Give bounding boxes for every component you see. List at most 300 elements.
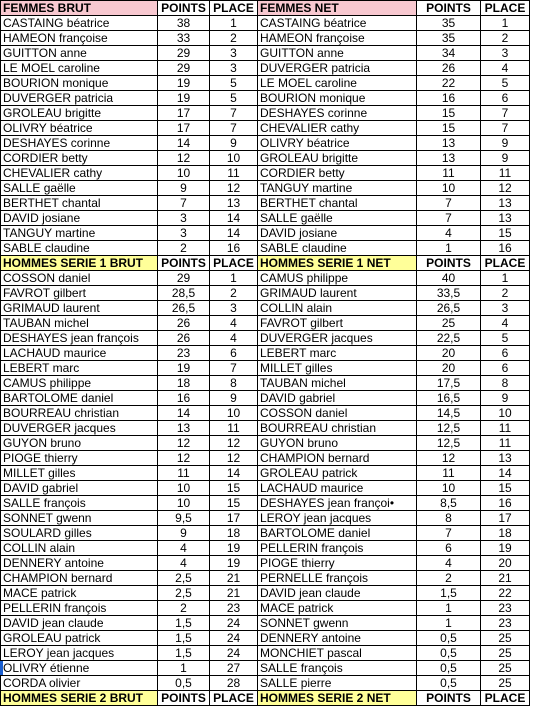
brut-name-cell[interactable]: DESHAYES corinne <box>1 136 158 151</box>
brut-name-cell[interactable]: GROLEAU patrick <box>1 631 158 646</box>
brut-name-cell[interactable]: GUITTON anne <box>1 46 158 61</box>
net-points-cell[interactable]: 11 <box>417 166 481 181</box>
net-points-cell[interactable]: 35 <box>417 31 481 46</box>
brut-name-cell[interactable]: FAVROT gilbert <box>1 286 158 301</box>
brut-title-cell[interactable]: HOMMES SERIE 1 BRUT <box>1 256 158 271</box>
net-name-cell[interactable]: GUITTON anne <box>258 46 417 61</box>
net-place-cell[interactable]: 14 <box>481 466 530 481</box>
net-points-cell[interactable]: 0,5 <box>417 661 481 676</box>
net-points-cell[interactable]: 8 <box>417 511 481 526</box>
brut-name-cell[interactable]: PIOGE thierry <box>1 451 158 466</box>
brut-name-cell[interactable]: CORDIER betty <box>1 151 158 166</box>
brut-points-cell[interactable]: 26 <box>158 331 210 346</box>
net-points-cell[interactable]: 0,5 <box>417 646 481 661</box>
net-place-cell[interactable]: 2 <box>481 31 530 46</box>
brut-place-cell[interactable]: 5 <box>210 76 258 91</box>
brut-points-cell[interactable]: 26 <box>158 316 210 331</box>
net-place-cell[interactable]: 10 <box>481 406 530 421</box>
brut-place-cell[interactable]: 12 <box>210 451 258 466</box>
brut-place-cell[interactable]: 4 <box>210 316 258 331</box>
brut-name-cell[interactable]: CHEVALIER cathy <box>1 166 158 181</box>
brut-place-cell[interactable]: 12 <box>210 436 258 451</box>
net-name-cell[interactable]: DAVID gabriel <box>258 391 417 406</box>
brut-place-cell[interactable]: 19 <box>210 556 258 571</box>
brut-points-cell[interactable]: 1,5 <box>158 646 210 661</box>
net-name-cell[interactable]: CHAMPION bernard <box>258 451 417 466</box>
brut-place-cell[interactable]: 21 <box>210 571 258 586</box>
net-points-cell[interactable]: 26,5 <box>417 301 481 316</box>
net-points-cell[interactable]: 12 <box>417 451 481 466</box>
brut-place-cell[interactable]: 5 <box>210 91 258 106</box>
brut-points-cell[interactable]: 33 <box>158 31 210 46</box>
brut-points-cell[interactable]: 18 <box>158 376 210 391</box>
brut-name-cell[interactable]: BERTHET chantal <box>1 196 158 211</box>
brut-place-cell[interactable]: 28 <box>210 676 258 691</box>
brut-place-cell[interactable]: 23 <box>210 601 258 616</box>
brut-points-cell[interactable]: 13 <box>158 421 210 436</box>
net-points-cell[interactable]: 10 <box>417 181 481 196</box>
brut-name-cell[interactable]: SOULARD gilles <box>1 526 158 541</box>
net-place-cell[interactable]: 9 <box>481 136 530 151</box>
brut-name-cell[interactable]: TAUBAN michel <box>1 316 158 331</box>
net-points-cell[interactable]: 22 <box>417 76 481 91</box>
net-points-cell[interactable]: 4 <box>417 556 481 571</box>
net-place-cell[interactable]: 11 <box>481 166 530 181</box>
net-name-cell[interactable]: BARTOLOME daniel <box>258 526 417 541</box>
brut-points-cell[interactable]: 12 <box>158 451 210 466</box>
brut-place-cell[interactable]: 3 <box>210 301 258 316</box>
brut-place-cell[interactable]: 12 <box>210 181 258 196</box>
brut-name-cell[interactable]: GROLEAU brigitte <box>1 106 158 121</box>
brut-points-cell[interactable]: 9,5 <box>158 511 210 526</box>
net-points-cell[interactable]: 8,5 <box>417 496 481 511</box>
brut-name-cell[interactable]: DUVERGER patricia <box>1 91 158 106</box>
net-name-cell[interactable]: SABLE claudine <box>258 241 417 256</box>
net-name-cell[interactable]: LEROY jean jacques <box>258 511 417 526</box>
net-points-cell[interactable]: 26 <box>417 61 481 76</box>
table-row <box>1 136 530 151</box>
net-name-cell[interactable]: COSSON daniel <box>258 406 417 421</box>
net-name-cell[interactable]: CASTAING béatrice <box>258 16 417 31</box>
brut-place-cell[interactable]: 7 <box>210 121 258 136</box>
net-place-cell[interactable]: 21 <box>481 571 530 586</box>
brut-place-cell[interactable]: 3 <box>210 61 258 76</box>
net-name-cell[interactable]: SONNET gwenn <box>258 616 417 631</box>
table-row <box>1 76 530 91</box>
net-place-cell[interactable]: 13 <box>481 451 530 466</box>
points-header-cell[interactable]: POINTS <box>158 256 210 271</box>
net-points-cell[interactable]: 6 <box>417 541 481 556</box>
net-name-cell[interactable]: FAVROT gilbert <box>258 316 417 331</box>
net-points-cell[interactable]: 33,5 <box>417 286 481 301</box>
net-points-cell[interactable]: 15 <box>417 106 481 121</box>
brut-name-cell[interactable]: DAVID gabriel <box>1 481 158 496</box>
brut-place-cell[interactable]: 24 <box>210 616 258 631</box>
net-name-cell[interactable]: DENNERY antoine <box>258 631 417 646</box>
net-points-cell[interactable]: 13 <box>417 136 481 151</box>
brut-name-cell[interactable]: BOURION monique <box>1 76 158 91</box>
table-row <box>1 16 530 31</box>
net-points-cell[interactable]: 14,5 <box>417 406 481 421</box>
net-points-cell[interactable]: 20 <box>417 361 481 376</box>
net-place-cell[interactable]: 8 <box>481 376 530 391</box>
table-row <box>1 271 530 286</box>
net-name-cell[interactable]: SALLE gaëlle <box>258 211 417 226</box>
points-header-cell[interactable]: POINTS <box>417 691 481 706</box>
net-place-cell[interactable]: 4 <box>481 61 530 76</box>
brut-title-cell[interactable]: FEMMES BRUT <box>1 1 158 16</box>
net-place-cell[interactable]: 15 <box>481 481 530 496</box>
net-place-cell[interactable]: 5 <box>481 331 530 346</box>
brut-place-cell[interactable]: 10 <box>210 406 258 421</box>
net-points-cell[interactable]: 15 <box>417 121 481 136</box>
brut-place-cell[interactable]: 15 <box>210 496 258 511</box>
brut-name-cell[interactable]: BOURREAU christian <box>1 406 158 421</box>
brut-points-cell[interactable]: 10 <box>158 166 210 181</box>
net-name-cell[interactable]: DAVID jean claude <box>258 586 417 601</box>
brut-place-cell[interactable]: 11 <box>210 166 258 181</box>
net-name-cell[interactable]: CORDIER betty <box>258 166 417 181</box>
brut-place-cell[interactable]: 7 <box>210 361 258 376</box>
brut-place-cell[interactable]: 2 <box>210 286 258 301</box>
brut-name-cell[interactable]: CAMUS philippe <box>1 376 158 391</box>
table-row <box>1 301 530 316</box>
brut-points-cell[interactable]: 19 <box>158 76 210 91</box>
brut-points-cell[interactable]: 29 <box>158 61 210 76</box>
net-name-cell[interactable]: LE MOEL caroline <box>258 76 417 91</box>
table-row <box>1 661 530 676</box>
net-place-cell[interactable]: 3 <box>481 46 530 61</box>
net-place-cell[interactable]: 16 <box>481 241 530 256</box>
place-header-cell[interactable]: PLACE <box>210 1 258 16</box>
brut-points-cell[interactable]: 19 <box>158 91 210 106</box>
table-row <box>1 91 530 106</box>
brut-name-cell[interactable]: DESHAYES jean françois <box>1 331 158 346</box>
net-points-cell[interactable]: 2 <box>417 571 481 586</box>
brut-name-cell[interactable]: BARTOLOME daniel <box>1 391 158 406</box>
brut-name-cell[interactable]: SABLE claudine <box>1 241 158 256</box>
brut-points-cell[interactable]: 38 <box>158 16 210 31</box>
net-points-cell[interactable]: 17,5 <box>417 376 481 391</box>
brut-place-cell[interactable]: 18 <box>210 526 258 541</box>
brut-place-cell[interactable]: 1 <box>210 271 258 286</box>
net-place-cell[interactable]: 22 <box>481 586 530 601</box>
net-points-cell[interactable]: 20 <box>417 346 481 361</box>
brut-name-cell[interactable]: OLIVRY béatrice <box>1 121 158 136</box>
net-name-cell[interactable]: MONCHIET pascal <box>258 646 417 661</box>
brut-points-cell[interactable]: 9 <box>158 526 210 541</box>
brut-name-cell[interactable]: DENNERY antoine <box>1 556 158 571</box>
brut-name-cell[interactable]: HAMEON françoise <box>1 31 158 46</box>
brut-name-cell[interactable]: CHAMPION bernard <box>1 571 158 586</box>
net-points-cell[interactable]: 0,5 <box>417 631 481 646</box>
brut-name-cell[interactable]: PELLERIN françois <box>1 601 158 616</box>
brut-place-cell[interactable]: 16 <box>210 241 258 256</box>
brut-points-cell[interactable]: 10 <box>158 496 210 511</box>
brut-points-cell[interactable]: 2 <box>158 241 210 256</box>
net-place-cell[interactable]: 13 <box>481 196 530 211</box>
net-points-cell[interactable]: 7 <box>417 211 481 226</box>
brut-place-cell[interactable]: 9 <box>210 136 258 151</box>
net-name-cell[interactable]: PIOGE thierry <box>258 556 417 571</box>
net-place-cell[interactable]: 1 <box>481 271 530 286</box>
brut-points-cell[interactable]: 1,5 <box>158 631 210 646</box>
brut-place-cell[interactable]: 7 <box>210 106 258 121</box>
net-place-cell[interactable]: 19 <box>481 541 530 556</box>
brut-points-cell[interactable]: 9 <box>158 181 210 196</box>
brut-points-cell[interactable]: 16 <box>158 391 210 406</box>
brut-name-cell[interactable]: COSSON daniel <box>1 271 158 286</box>
brut-place-cell[interactable]: 9 <box>210 391 258 406</box>
table-row <box>1 196 530 211</box>
net-points-cell[interactable]: 34 <box>417 46 481 61</box>
net-name-cell[interactable]: LACHAUD maurice <box>258 481 417 496</box>
net-points-cell[interactable]: 11 <box>417 466 481 481</box>
points-header-cell[interactable]: POINTS <box>158 1 210 16</box>
net-place-cell[interactable]: 13 <box>481 211 530 226</box>
net-points-cell[interactable]: 4 <box>417 226 481 241</box>
brut-points-cell[interactable]: 2,5 <box>158 571 210 586</box>
net-name-cell[interactable]: SALLE françois <box>258 661 417 676</box>
brut-points-cell[interactable]: 19 <box>158 361 210 376</box>
brut-points-cell[interactable]: 28,5 <box>158 286 210 301</box>
net-place-cell[interactable]: 9 <box>481 151 530 166</box>
net-points-cell[interactable]: 7 <box>417 196 481 211</box>
net-name-cell[interactable]: DUVERGER patricia <box>258 61 417 76</box>
brut-points-cell[interactable]: 17 <box>158 121 210 136</box>
brut-name-cell[interactable]: MILLET gilles <box>1 466 158 481</box>
net-place-cell[interactable]: 6 <box>481 361 530 376</box>
points-header-cell[interactable]: POINTS <box>158 691 210 706</box>
table-row <box>1 121 530 136</box>
brut-name-cell[interactable]: SALLE françois <box>1 496 158 511</box>
net-name-cell[interactable]: LEBERT marc <box>258 346 417 361</box>
brut-place-cell[interactable]: 21 <box>210 586 258 601</box>
brut-place-cell[interactable]: 15 <box>210 481 258 496</box>
net-points-cell[interactable]: 13 <box>417 151 481 166</box>
net-place-cell[interactable]: 11 <box>481 436 530 451</box>
place-header-cell[interactable]: PLACE <box>481 256 530 271</box>
net-name-cell[interactable]: GROLEAU brigitte <box>258 151 417 166</box>
net-points-cell[interactable]: 0,5 <box>417 676 481 691</box>
brut-name-cell[interactable]: SONNET gwenn <box>1 511 158 526</box>
net-place-cell[interactable]: 25 <box>481 631 530 646</box>
brut-place-cell[interactable]: 14 <box>210 211 258 226</box>
points-header-cell[interactable]: POINTS <box>417 1 481 16</box>
net-name-cell[interactable]: DESHAYES jean françoi• <box>258 496 417 511</box>
brut-name-cell[interactable]: CORDA olivier <box>1 676 158 691</box>
brut-place-cell[interactable]: 27 <box>210 661 258 676</box>
net-points-cell[interactable]: 25 <box>417 316 481 331</box>
net-name-cell[interactable]: MILLET gilles <box>258 361 417 376</box>
brut-place-cell[interactable]: 19 <box>210 541 258 556</box>
brut-points-cell[interactable]: 14 <box>158 406 210 421</box>
net-place-cell[interactable]: 6 <box>481 346 530 361</box>
brut-name-cell[interactable]: LACHAUD maurice <box>1 346 158 361</box>
net-place-cell[interactable]: 25 <box>481 676 530 691</box>
brut-points-cell[interactable]: 2 <box>158 601 210 616</box>
net-place-cell[interactable]: 11 <box>481 421 530 436</box>
brut-points-cell[interactable]: 4 <box>158 556 210 571</box>
net-place-cell[interactable]: 25 <box>481 646 530 661</box>
table-row <box>1 226 530 241</box>
brut-place-cell[interactable]: 2 <box>210 31 258 46</box>
net-points-cell[interactable]: 16 <box>417 91 481 106</box>
brut-points-cell[interactable]: 3 <box>158 211 210 226</box>
brut-place-cell[interactable]: 14 <box>210 466 258 481</box>
brut-name-cell[interactable]: LEROY jean jacques <box>1 646 158 661</box>
net-title-cell[interactable]: FEMMES NET <box>258 1 417 16</box>
brut-name-cell[interactable]: TANGUY martine <box>1 226 158 241</box>
brut-name-cell[interactable]: OLIVRY étienne <box>1 661 158 676</box>
net-place-cell[interactable]: 25 <box>481 661 530 676</box>
table-row <box>1 406 530 421</box>
brut-place-cell[interactable]: 11 <box>210 421 258 436</box>
net-name-cell[interactable]: TAUBAN michel <box>258 376 417 391</box>
net-points-cell[interactable]: 16,5 <box>417 391 481 406</box>
brut-place-cell[interactable]: 8 <box>210 376 258 391</box>
table-row <box>1 346 530 361</box>
net-name-cell[interactable]: TANGUY martine <box>258 181 417 196</box>
net-points-cell[interactable]: 12,5 <box>417 421 481 436</box>
brut-points-cell[interactable]: 2,5 <box>158 586 210 601</box>
net-name-cell[interactable]: GRIMAUD laurent <box>258 286 417 301</box>
net-place-cell[interactable]: 15 <box>481 226 530 241</box>
brut-place-cell[interactable]: 1 <box>210 16 258 31</box>
table-row <box>1 361 530 376</box>
brut-place-cell[interactable]: 17 <box>210 511 258 526</box>
net-name-cell[interactable]: OLIVRY béatrice <box>258 136 417 151</box>
brut-place-cell[interactable]: 4 <box>210 331 258 346</box>
net-place-cell[interactable]: 3 <box>481 301 530 316</box>
brut-points-cell[interactable]: 29 <box>158 46 210 61</box>
brut-name-cell[interactable]: MACE patrick <box>1 586 158 601</box>
net-place-cell[interactable]: 9 <box>481 391 530 406</box>
net-place-cell[interactable]: 7 <box>481 106 530 121</box>
net-name-cell[interactable]: DESHAYES corinne <box>258 106 417 121</box>
net-points-cell[interactable]: 1 <box>417 241 481 256</box>
brut-points-cell[interactable]: 23 <box>158 346 210 361</box>
net-points-cell[interactable]: 1,5 <box>417 586 481 601</box>
net-place-cell[interactable]: 18 <box>481 526 530 541</box>
net-place-cell[interactable]: 23 <box>481 601 530 616</box>
brut-place-cell[interactable]: 3 <box>210 46 258 61</box>
table-row <box>1 46 530 61</box>
brut-points-cell[interactable]: 14 <box>158 136 210 151</box>
brut-points-cell[interactable]: 0,5 <box>158 676 210 691</box>
net-name-cell[interactable]: BOURION monique <box>258 91 417 106</box>
net-name-cell[interactable]: CAMUS philippe <box>258 271 417 286</box>
brut-points-cell[interactable]: 29 <box>158 271 210 286</box>
points-header-cell[interactable]: POINTS <box>417 256 481 271</box>
table-row <box>1 466 530 481</box>
brut-points-cell[interactable]: 12 <box>158 151 210 166</box>
net-place-cell[interactable]: 4 <box>481 316 530 331</box>
place-header-cell[interactable]: PLACE <box>481 1 530 16</box>
brut-name-cell[interactable]: GUYON bruno <box>1 436 158 451</box>
net-name-cell[interactable]: SALLE pierre <box>258 676 417 691</box>
table-row <box>1 166 530 181</box>
net-points-cell[interactable]: 40 <box>417 271 481 286</box>
place-header-cell[interactable]: PLACE <box>481 691 530 706</box>
brut-name-cell[interactable]: SALLE gaëlle <box>1 181 158 196</box>
net-points-cell[interactable]: 1 <box>417 601 481 616</box>
brut-points-cell[interactable]: 10 <box>158 481 210 496</box>
brut-points-cell[interactable]: 12 <box>158 436 210 451</box>
brut-points-cell[interactable]: 26,5 <box>158 301 210 316</box>
net-points-cell[interactable]: 35 <box>417 16 481 31</box>
net-title-cell[interactable]: HOMMES SERIE 2 NET <box>258 691 417 706</box>
brut-name-cell[interactable]: COLLIN alain <box>1 541 158 556</box>
table-row <box>1 541 530 556</box>
net-points-cell[interactable]: 1 <box>417 616 481 631</box>
table-row <box>1 586 530 601</box>
brut-points-cell[interactable]: 4 <box>158 541 210 556</box>
net-name-cell[interactable]: GROLEAU patrick <box>258 466 417 481</box>
net-name-cell[interactable]: COLLIN alain <box>258 301 417 316</box>
net-name-cell[interactable]: GUYON bruno <box>258 436 417 451</box>
brut-name-cell[interactable]: LE MOEL caroline <box>1 61 158 76</box>
brut-title-cell[interactable]: HOMMES SERIE 2 BRUT <box>1 691 158 706</box>
net-points-cell[interactable]: 7 <box>417 526 481 541</box>
brut-name-cell[interactable]: CASTAING béatrice <box>1 16 158 31</box>
brut-name-cell[interactable]: DAVID josiane <box>1 211 158 226</box>
brut-points-cell[interactable]: 17 <box>158 106 210 121</box>
net-place-cell[interactable]: 12 <box>481 181 530 196</box>
net-place-cell[interactable]: 16 <box>481 496 530 511</box>
net-place-cell[interactable]: 6 <box>481 91 530 106</box>
net-title-cell[interactable]: HOMMES SERIE 1 NET <box>258 256 417 271</box>
net-name-cell[interactable]: DUVERGER jacques <box>258 331 417 346</box>
net-name-cell[interactable]: MACE patrick <box>258 601 417 616</box>
net-place-cell[interactable]: 23 <box>481 616 530 631</box>
brut-name-cell[interactable]: GRIMAUD laurent <box>1 301 158 316</box>
place-header-cell[interactable]: PLACE <box>210 691 258 706</box>
brut-place-cell[interactable]: 24 <box>210 646 258 661</box>
brut-points-cell[interactable]: 11 <box>158 466 210 481</box>
net-place-cell[interactable]: 1 <box>481 16 530 31</box>
brut-name-cell[interactable]: LEBERT marc <box>1 361 158 376</box>
brut-name-cell[interactable]: DAVID jean claude <box>1 616 158 631</box>
net-place-cell[interactable]: 17 <box>481 511 530 526</box>
brut-points-cell[interactable]: 7 <box>158 196 210 211</box>
net-name-cell[interactable]: BOURREAU christian <box>258 421 417 436</box>
brut-points-cell[interactable]: 1 <box>158 661 210 676</box>
net-place-cell[interactable]: 20 <box>481 556 530 571</box>
net-points-cell[interactable]: 10 <box>417 481 481 496</box>
net-place-cell[interactable]: 2 <box>481 286 530 301</box>
net-place-cell[interactable]: 7 <box>481 121 530 136</box>
net-points-cell[interactable]: 12,5 <box>417 436 481 451</box>
net-name-cell[interactable]: DAVID josiane <box>258 226 417 241</box>
brut-place-cell[interactable]: 6 <box>210 346 258 361</box>
net-points-cell[interactable]: 22,5 <box>417 331 481 346</box>
net-name-cell[interactable]: PELLERIN françois <box>258 541 417 556</box>
brut-points-cell[interactable]: 3 <box>158 226 210 241</box>
net-name-cell[interactable]: PERNELLE françois <box>258 571 417 586</box>
brut-place-cell[interactable]: 13 <box>210 196 258 211</box>
net-name-cell[interactable]: CHEVALIER cathy <box>258 121 417 136</box>
brut-name-cell[interactable]: DUVERGER jacques <box>1 421 158 436</box>
net-place-cell[interactable]: 5 <box>481 76 530 91</box>
brut-place-cell[interactable]: 14 <box>210 226 258 241</box>
brut-points-cell[interactable]: 1,5 <box>158 616 210 631</box>
place-header-cell[interactable]: PLACE <box>210 256 258 271</box>
brut-place-cell[interactable]: 24 <box>210 631 258 646</box>
net-name-cell[interactable]: HAMEON françoise <box>258 31 417 46</box>
net-name-cell[interactable]: BERTHET chantal <box>258 196 417 211</box>
brut-place-cell[interactable]: 10 <box>210 151 258 166</box>
